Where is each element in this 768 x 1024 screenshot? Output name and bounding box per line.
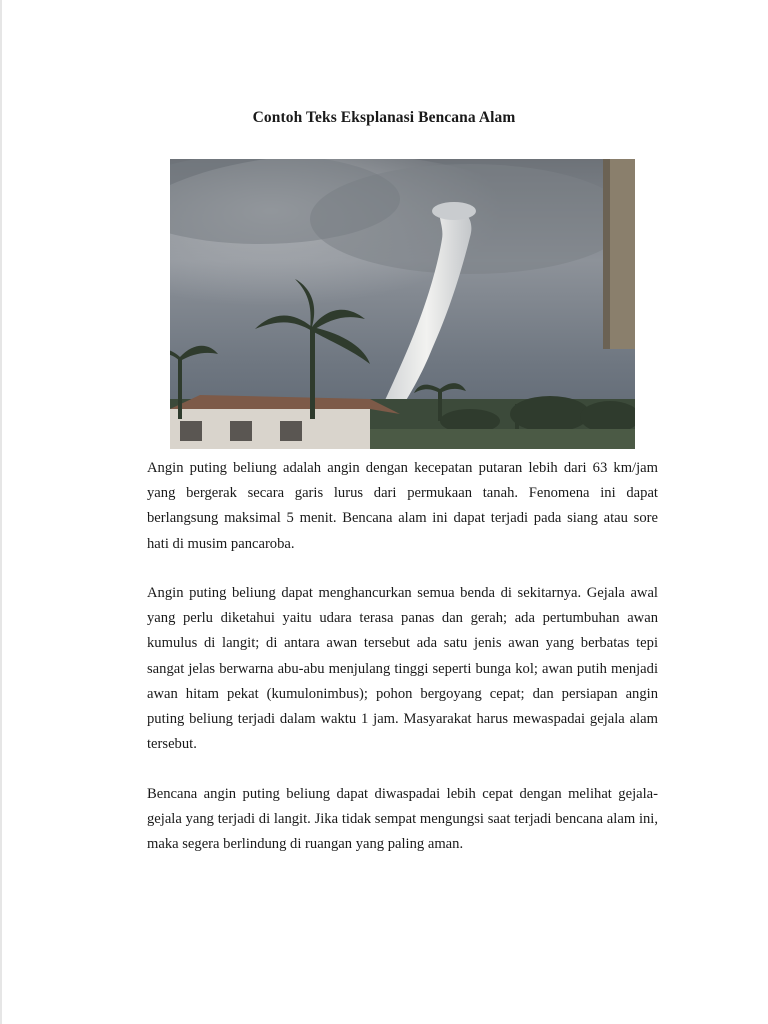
paragraph-1-text: Angin puting beliung adalah angin dengan kecepatan putaran lebih dari 63 km/jam yang bergerak secara garis lurus dari permukaan tanah. Fenomena ini dapat berlangsung maksimal 5 menit. Bencana alam ini dapat terjadi pada siang atau sore hati di musim pancaroba. <box>147 460 658 552</box>
page-edge <box>0 0 2 1024</box>
paragraph-3 <box>147 782 658 858</box>
paragraph-2-text: Angin puting beliung dapat menghancurkan semua benda di sekitarnya. Gejala awal yang perlu diketahui yaitu udara terasa panas dan gerah; ada pertumbuhan awan kumulus di langit; di antara awan tersebut ada satu jenis awan yang berbatas tepi sangat jelas berwarna abu-abu menjulang tinggi seperti bunga kol; awan putih menjadi awan hitam pekat (kumulonimbus); pohon bergoyang cepat; dan persiapan angin puting beliung terjadi dalam waktu 1 jam. Masyarakat harus mewaspadai gejala alam tersebut. <box>147 585 658 753</box>
paragraph-2 <box>147 581 658 757</box>
paragraph-3-text: Bencana angin puting beliung dapat diwaspadai lebih cepat dengan melihat gejala-gejala yang terjadi di langit. Jika tidak sempat mengungsi saat terjadi bencana alam ini, maka segera berlindung di ruangan yang paling aman. <box>147 786 658 853</box>
tornado-photo <box>170 159 635 449</box>
paragraph-1 <box>147 456 658 557</box>
document-title: Contoh Teks Eksplanasi Bencana Alam <box>252 109 516 126</box>
